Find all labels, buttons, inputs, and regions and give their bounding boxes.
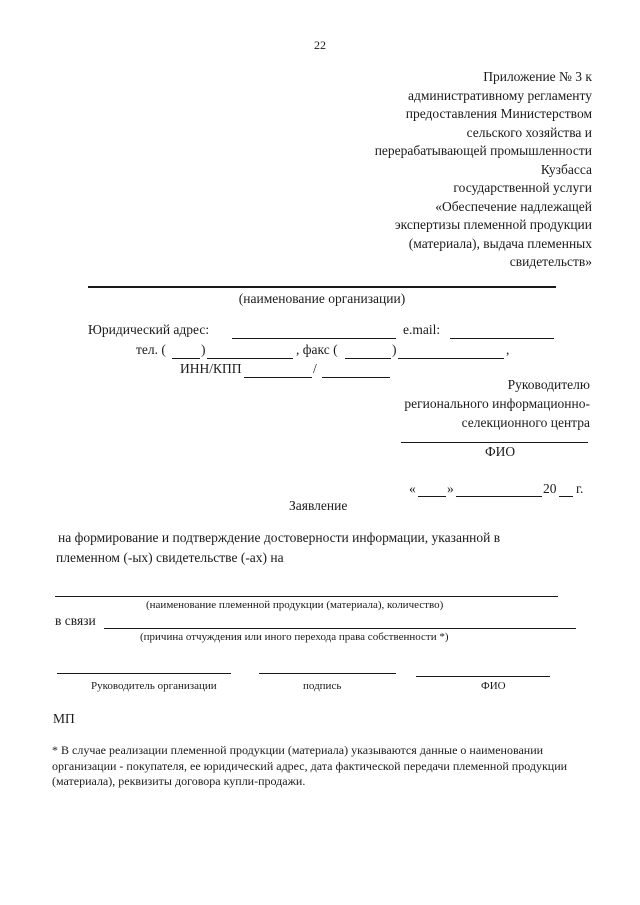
appendix-line: перерабатывающей промышленности — [374, 143, 592, 158]
reason-caption: (причина отчуждения или иного перехода права собственности *) — [140, 631, 449, 643]
appendix-line: экспертизы племенной продукции — [394, 217, 592, 232]
fax-label: , факс ( — [296, 342, 338, 357]
appendix-line: Кузбасса — [540, 161, 592, 177]
addressee-block — [404, 375, 590, 432]
appendix-line: «Обеспечение надлежащей — [435, 198, 592, 214]
request-text-line-2: племенном (-ых) свидетельстве (-ах) на — [56, 550, 284, 565]
appendix-line: сельского хозяйства и — [466, 124, 592, 140]
document-title: Заявление — [289, 498, 348, 513]
phone-label: тел. ( — [136, 342, 166, 357]
addressee-line: селекционного центра — [461, 415, 590, 430]
page-number: 22 — [314, 38, 326, 52]
head-caption: Руководитель организации — [91, 680, 217, 692]
reason-label: в связи — [55, 613, 96, 628]
date-close-quote: » — [447, 481, 454, 496]
appendix-line: (материала), выдача племенных — [408, 235, 592, 251]
appendix-block — [322, 68, 592, 272]
phone-code-field[interactable] — [172, 358, 200, 359]
reason-field[interactable] — [104, 628, 576, 629]
email-label: e.mail: — [403, 322, 441, 337]
date-year-field[interactable] — [559, 496, 573, 497]
date-open-quote: « — [409, 481, 416, 496]
appendix-line: Приложение № 3 к — [483, 69, 592, 84]
fax-end: , — [506, 342, 510, 357]
inn-kpp-separator: / — [313, 361, 317, 376]
date-year-prefix: 20 — [543, 481, 557, 496]
addressee-line: Руководителю — [507, 377, 590, 392]
fax-code-close: ) — [392, 342, 397, 357]
fax-number-field[interactable] — [398, 358, 504, 359]
inn-kpp-label: ИНН/КПП — [180, 361, 242, 376]
email-field[interactable] — [450, 338, 554, 339]
appendix-line: административному регламенту — [408, 87, 592, 103]
phone-number-field[interactable] — [207, 358, 293, 359]
legal-address-label: Юридический адрес: — [88, 322, 210, 337]
appendix-line: предоставления Министерством — [405, 106, 592, 121]
head-signature-line[interactable] — [57, 673, 231, 674]
organization-name-line[interactable] — [88, 286, 556, 288]
fio-caption: ФИО — [481, 680, 506, 692]
signature-caption: подпись — [303, 680, 342, 692]
date-month-field[interactable] — [456, 496, 542, 497]
footnote: * В случае реализации племенной продукции (материала) указываются данные о наименовании организации - покупателя, ее юридический адрес, дата фактической передачи племенной продукции (материала), реквизиты договора купли-продажи. — [52, 743, 568, 788]
appendix-line: государственной услуги — [453, 180, 592, 195]
legal-address-field[interactable] — [232, 338, 396, 339]
product-field[interactable] — [55, 596, 558, 597]
stamp-label: МП — [53, 711, 75, 726]
date-day-field[interactable] — [418, 496, 446, 497]
addressee-fio-caption: ФИО — [485, 444, 516, 459]
request-text-line-1: на формирование и подтверждение достоверности информации, указанной в — [58, 530, 501, 545]
signature-line[interactable] — [259, 673, 396, 674]
phone-code-close: ) — [201, 342, 206, 357]
fio-signature-line[interactable] — [416, 676, 550, 677]
inn-field[interactable] — [244, 377, 312, 378]
addressee-fio-field[interactable] — [401, 442, 588, 443]
fax-code-field[interactable] — [345, 358, 391, 359]
appendix-line: свидетельств» — [509, 254, 592, 269]
date-year-suffix: г. — [576, 481, 584, 496]
product-caption: (наименование племенной продукции (материала), количество) — [146, 599, 444, 611]
organization-caption: (наименование организации) — [238, 291, 406, 306]
kpp-field[interactable] — [322, 377, 390, 378]
addressee-line: регионального информационно- — [404, 396, 590, 411]
